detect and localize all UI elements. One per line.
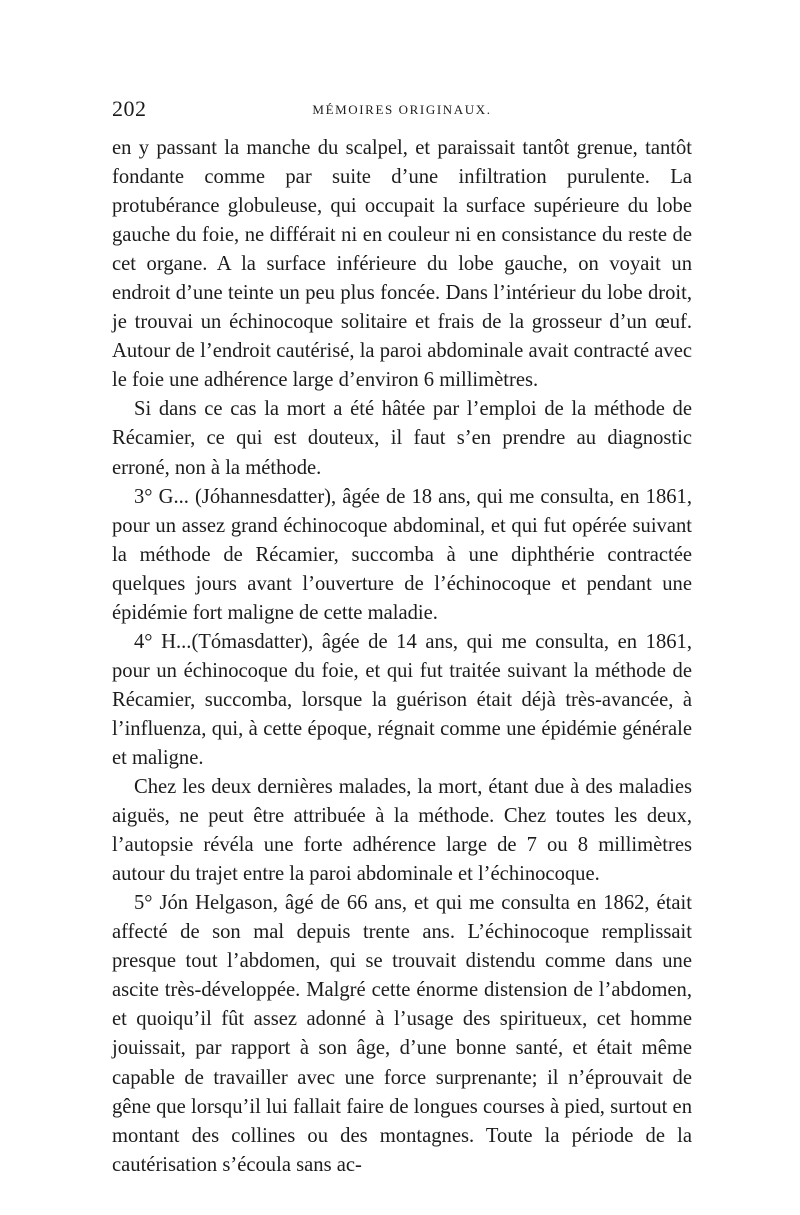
paragraph-case-3: 3° G... (Jóhannesdatter), âgée de 18 ans, qui me consulta, en 1861, pour un assez grand échinocoque abdominal, et qui fut opérée suivant la méthode de Récamier, succomba à une diphthérie contractée quelques jours avant l’ouverture de l’échinocoque et pendant une épidémie fort maligne de cette maladie. [112, 485, 692, 624]
paragraph-continuation: en y passant la manche du scalpel, et paraissait tantôt grenue, tantôt fondante comme par suite d’une infiltration purulente. La protubérance globuleuse, qui occupait la surface supérieure du lobe gauche du foie, ne différait ni en couleur ni en consistance du reste de cet organe. A la surface inférieure du lobe gauche, on voyait un endroit d’une teinte un peu plus foncée. Dans l’intérieur du lobe droit, je trouvai un échinocoque solitaire et frais de la grosseur d’un œuf. Autour de l’endroit cautérisé, la paroi abdominale avait contracté avec le foie une adhérence large d’environ 6 millimètres. [112, 137, 692, 392]
page-header [112, 96, 692, 126]
paragraph-case-4: 4° H...(Tómasdatter), âgée de 14 ans, qui me consulta, en 1861, pour un échinocoque du foie, et qui fut traitée suivant la méthode de Récamier, succomba, lorsque la guérison était déjà très-avancée, à l’influenza, qui, à cette époque, régnait comme une épidémie générale et maligne. [112, 630, 692, 769]
body-text [112, 134, 692, 1180]
paragraph-diagnosis-note: Si dans ce cas la mort a été hâtée par l’emploi de la méthode de Récamier, ce qui est douteux, il faut s’en prendre au diagnostic erroné, non à la méthode. [112, 398, 692, 479]
page-number: 202 [112, 96, 147, 121]
paragraph-case-5: 5° Jón Helgason, âgé de 66 ans, et qui me consulta en 1862, était affecté de son mal depuis trente ans. L’échinocoque remplissait presque tout l’abdomen, qui se trouvait distendu comme dans une ascite très-développée. Malgré cette énorme distension de l’abdomen, et quoiqu’il fût assez adonné à l’usage des spiritueux, cet homme jouissait, par rapport à son âge, d’une bonne santé, et était même capable de travailler avec une force surprenante; il n’éprouvait de gêne que lorsqu’il lui fallait faire de longues courses à pied, surtout en montant des collines ou des montagnes. Toute la période de la cautérisation s’écoula sans ac- [112, 892, 692, 1176]
paragraph-autopsy-note: Chez les deux dernières malades, la mort, étant due à des maladies aiguës, ne peut être attribuée à la méthode. Chez toutes les deux, l’autopsie révéla une forte adhérence large de 7 ou 8 millimètres autour du trajet entre la paroi abdominale et l’échinocoque. [112, 776, 692, 886]
running-title: MÉMOIRES ORIGINAUX. [312, 102, 492, 117]
